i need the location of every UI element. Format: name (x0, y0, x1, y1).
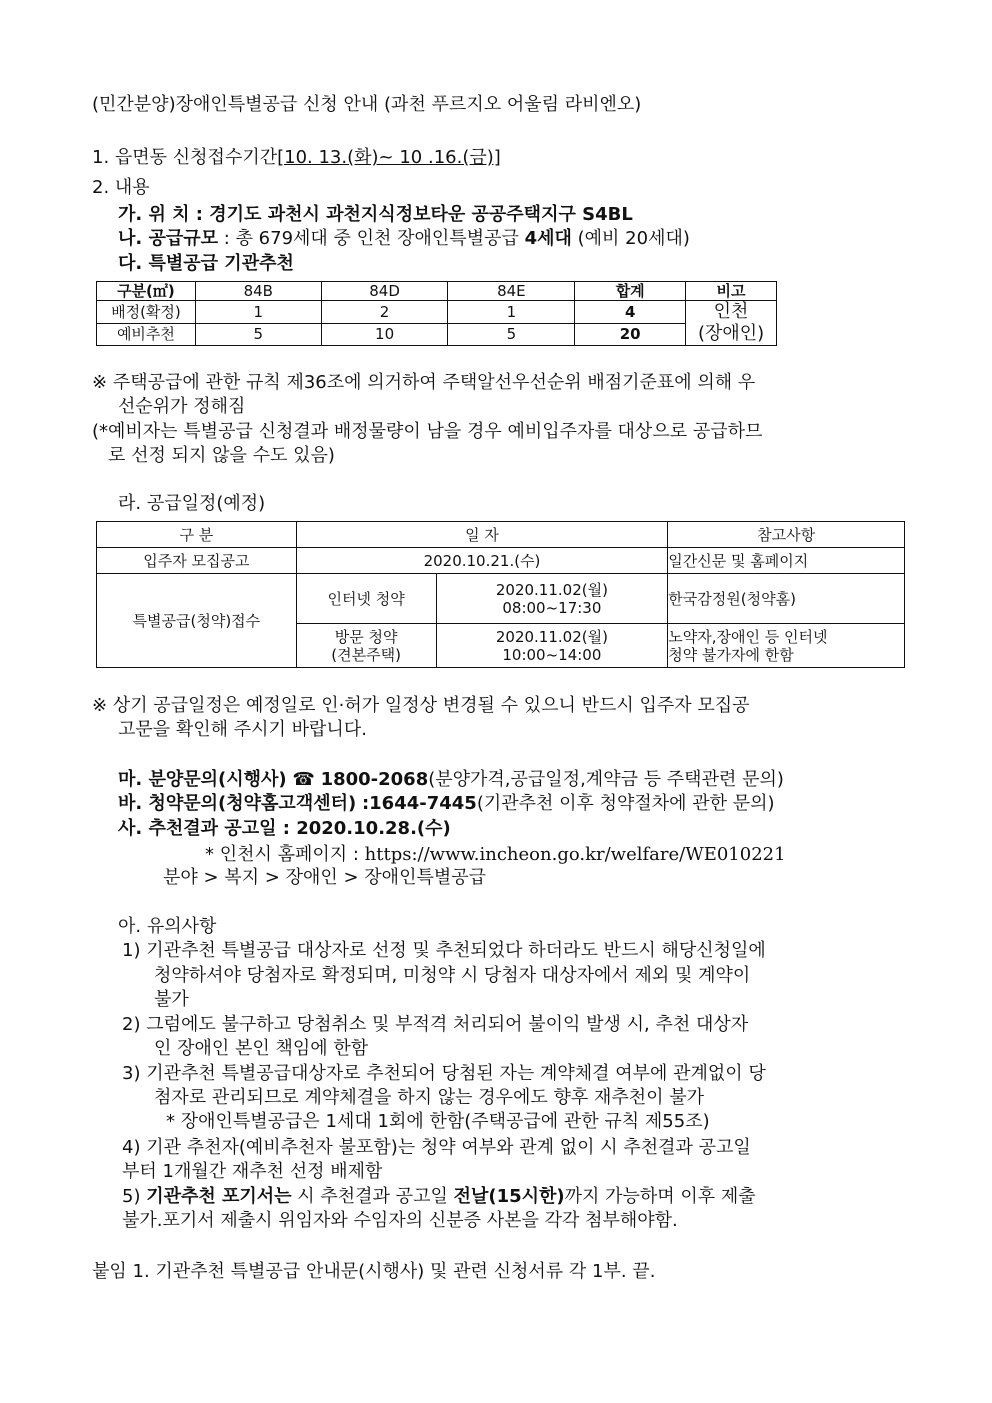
application-period (92, 146, 501, 170)
location-line (118, 203, 633, 227)
schedule-table (96, 521, 905, 668)
visit-apply-place: (견본주택) (331, 645, 401, 664)
subscription-inquiry-number: :1644-7445 (361, 793, 477, 814)
homepage-prefix: * 인천시 홈페이지 : (205, 844, 365, 865)
header-total: 합계 (575, 282, 686, 301)
row-label: 배정(확정) (97, 301, 196, 324)
visit-apply-datetime (436, 624, 668, 668)
sales-inquiry-label: 마. 분양문의(시행사) (118, 769, 287, 790)
result-announce-line: 사. 추천결과 공고일 : 2020.10.28.(수) (118, 818, 451, 839)
special-supply-heading: 다. 특별공급 기관추천 (118, 253, 294, 274)
breadcrumb: 분야 > 복지 > 장애인 > 장애인특별공급 (163, 867, 487, 888)
application-period-dates: [10. 13.(화)~ 10 .16.(금)] (277, 147, 501, 168)
phone-icon: ☎ (292, 769, 315, 790)
caution-5-bold1: 기관추천 포기서는 (146, 1186, 292, 1207)
caution-5-prefix: 5) (122, 1186, 147, 1207)
location-label: 가. 위 치 : (118, 204, 203, 225)
subscription-inquiry-line (118, 792, 775, 816)
announce-label: 입주자 모집공고 (97, 548, 297, 574)
visit-apply-label (296, 624, 436, 668)
caution-1-line2: 청약하셔야 당첨자로 확정되며, 미청약 시 당첨자 대상자에서 제외 및 계약이 (154, 965, 751, 986)
header-category: 구 분 (97, 522, 297, 548)
visit-apply-date: 2020.11.02(월) (495, 627, 608, 646)
document-title: (민간분양)장애인특별공급 신청 안내 (과천 푸르지오 어울림 라비엔오) (92, 94, 642, 115)
caution-5-line1 (122, 1185, 756, 1209)
table-header-row (97, 522, 905, 548)
internet-apply-time: 08:00~17:30 (502, 598, 602, 617)
remarks-line1: 인천 (713, 301, 749, 322)
cell: 5 (195, 323, 321, 346)
visit-apply-note-line1: 노약자,장애인 등 인터넷 (668, 627, 828, 646)
section-contents: 2. 내용 (92, 177, 150, 198)
caution-1-line1: 1) 기관추천 특별공급 대상자로 선정 및 추천되었다 하더라도 반드시 해당신청일에 (122, 940, 766, 961)
cell-total: 20 (575, 323, 686, 346)
cell: 1 (448, 301, 575, 324)
internet-apply-note: 한국감정원(청약홈) (668, 574, 905, 624)
sales-inquiry-desc: (분양가격,공급일정,계약금 등 주택관련 문의) (428, 769, 784, 790)
visit-apply-note-line2: 청약 불가자에 한함 (668, 645, 794, 664)
schedule-note-line2: 고문을 확인해 주시기 바랍니다. (118, 719, 367, 740)
application-period-label: 1. 읍면동 신청접수기간 (92, 147, 278, 168)
caution-5-mid: 시 추천결과 공고일 (291, 1186, 454, 1207)
caution-5-post: 까지 가능하며 이후 제출 (564, 1186, 756, 1207)
table-row (97, 574, 905, 624)
caution-1-line3: 불가 (154, 989, 189, 1010)
announce-date: 2020.10.21.(수) (296, 548, 668, 574)
caution-2-line2: 인 장애인 본인 책임에 한함 (154, 1038, 369, 1059)
homepage-url[interactable]: https://www.incheon.go.kr/welfare/WE010221 (364, 844, 786, 865)
supply-scale-label: 나. 공급규모 (118, 228, 219, 249)
cell: 10 (321, 323, 448, 346)
visit-apply-type: 방문 청약 (334, 627, 398, 646)
internet-apply-datetime (436, 574, 668, 624)
supply-scale-text: : 총 679세대 중 인천 장애인특별공급 (223, 228, 519, 249)
schedule-heading: 라. 공급일정(예정) (118, 493, 266, 514)
sales-inquiry-number: 1800-2068 (320, 769, 429, 790)
caution-4-line2: 부터 1개월간 재추천 선정 배제함 (122, 1161, 383, 1182)
header-84d: 84D (321, 282, 448, 301)
remarks-cell (686, 301, 777, 346)
internet-apply-label: 인터넷 청약 (296, 574, 436, 624)
cautions-heading: 아. 유의사항 (118, 916, 217, 937)
subscription-inquiry-label: 바. 청약문의(청약홈고객센터) (118, 793, 357, 814)
caution-3-line1: 3) 기관추천 특별공급대상자로 추천되어 당첨된 자는 계약체결 여부에 관계없이 당 (122, 1063, 766, 1084)
table-row (97, 548, 905, 574)
caution-3-line3: * 장애인특별공급은 1세대 1회에 한함(주택공급에 관한 규칙 제55조) (166, 1111, 710, 1132)
note-reserve-line2: 로 선정 되지 않을 수도 있음) (108, 445, 335, 466)
visit-apply-note (668, 624, 905, 668)
sales-inquiry-line (118, 768, 784, 792)
special-supply-label: 특별공급(청약)접수 (97, 574, 297, 668)
supply-scale-line (118, 227, 690, 251)
header-reference: 참고사항 (668, 522, 905, 548)
cell: 2 (321, 301, 448, 324)
cell: 5 (448, 323, 575, 346)
row-label: 예비추천 (97, 323, 196, 346)
schedule-note-line1: ※ 상기 공급일정은 예정일로 인·허가 일정상 변경될 수 있으니 반드시 입주자 모집공 (92, 695, 750, 716)
table-row (97, 323, 777, 346)
announce-note: 일간신문 및 홈페이지 (668, 548, 905, 574)
cell: 1 (195, 301, 321, 324)
homepage-line (205, 843, 786, 867)
note-reserve-line1: (*예비자는 특별공급 신청결과 배정물량이 남을 경우 예비입주자를 대상으로 공급하므 (92, 421, 763, 442)
header-84e: 84E (448, 282, 575, 301)
allocation-table (96, 281, 777, 346)
caution-3-line2: 첨자로 관리되므로 계약체결을 하지 않는 경우에도 향후 재추천이 불가 (154, 1087, 705, 1108)
table-row (97, 301, 777, 324)
header-remarks: 비고 (686, 282, 777, 301)
caution-4-line1: 4) 기관 추천자(예비추천자 불포함)는 청약 여부와 관계 없이 시 추천결과 공고일 (122, 1137, 751, 1158)
subscription-inquiry-desc: (기관추천 이후 청약절차에 관한 문의) (476, 793, 775, 814)
location-value: 경기도 과천시 과천지식정보타운 공공주택지구 S4BL (209, 204, 633, 225)
table-header-row (97, 282, 777, 301)
header-84b: 84B (195, 282, 321, 301)
attachment-line: 붙임 1. 기관추천 특별공급 안내문(시행사) 및 관련 신청서류 각 1부. 끝. (92, 1261, 656, 1282)
header-date: 일 자 (296, 522, 668, 548)
note-priority-line1: ※ 주택공급에 관한 규칙 제36조에 의거하여 주택알선우선순위 배점기준표에 의해 우 (92, 372, 756, 393)
remarks-line2: (장애인) (697, 323, 765, 344)
caution-5-bold2: 전날(15시한) (453, 1186, 565, 1207)
supply-scale-count: 4세대 (524, 228, 572, 249)
caution-2-line1: 2) 그럼에도 불구하고 당첨취소 및 부적격 처리되어 불이익 발생 시, 추천 대상자 (122, 1014, 749, 1035)
cell-total: 4 (575, 301, 686, 324)
internet-apply-date: 2020.11.02(월) (495, 580, 608, 599)
caution-5-line2: 불가.포기서 제출시 위임자와 수임자의 신분증 사본을 각각 첨부해야함. (122, 1210, 678, 1231)
note-priority-line2: 선순위가 정해짐 (118, 396, 246, 417)
supply-scale-reserve: (예비 20세대) (577, 228, 690, 249)
header-category: 구분(㎡) (97, 282, 196, 301)
visit-apply-time: 10:00~14:00 (502, 645, 602, 664)
